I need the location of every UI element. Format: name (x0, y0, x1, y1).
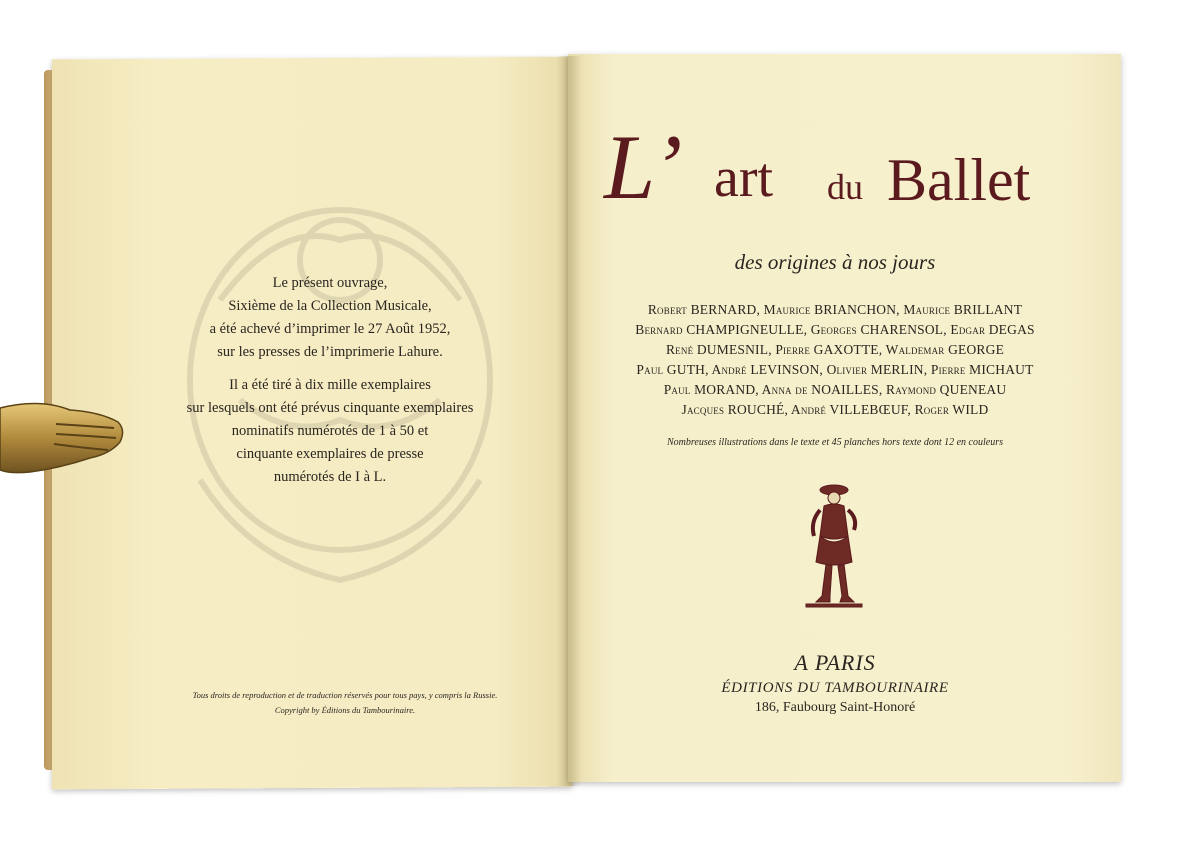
author-line: Jacques ROUCHÉ, André VILLEBŒUF, Roger WILD (681, 402, 989, 417)
colophon-line: Le présent ouvrage, (272, 275, 388, 291)
edition-line: nominatifs numérotés de 1 à 50 et (231, 423, 429, 439)
brass-clip-icon (0, 398, 126, 480)
colophon-print-note (180, 272, 480, 364)
colophon-edition-note (180, 374, 480, 489)
author-line: Bernard CHAMPIGNEULLE, Georges CHARENSOL, Edgar DEGAS (635, 322, 1035, 337)
title-art: art (714, 147, 774, 209)
dancer-figure-icon (796, 478, 872, 614)
subtitle: des origines à nos jours (734, 250, 936, 274)
title-du: du (827, 167, 863, 207)
imprint-publisher: ÉDITIONS DU TAMBOURINAIRE (721, 680, 949, 696)
copyright-line: Copyright by Éditions du Tambourinaire. (274, 705, 416, 715)
illustrations-note: Nombreuses illustrations dans le texte et 45 planches hors texte dont 12 en couleurs (667, 437, 1003, 448)
edition-line: numérotés de I à L. (273, 469, 387, 485)
colophon-line: a été achevé d’imprimer le 27 Août 1952, (209, 321, 451, 337)
book-title (604, 114, 1074, 224)
imprint-city: A PARIS (794, 650, 876, 675)
edition-line: cinquante exemplaires de presse (236, 446, 424, 462)
author-line: Paul MORAND, Anna de NOAILLES, Raymond QUENEAU (663, 382, 1007, 397)
imprint (650, 650, 1020, 718)
author-line: Robert BERNARD, Maurice BRIANCHON, Maurice BRILLANT (647, 302, 1023, 317)
author-list (600, 300, 1070, 420)
colophon (180, 272, 480, 499)
colophon-line: Sixième de la Collection Musicale, (228, 298, 432, 314)
rights-notice (150, 688, 540, 718)
imprint-address: 186, Faubourg Saint-Honoré (754, 700, 916, 715)
author-line: René DUMESNIL, Pierre GAXOTTE, Waldemar GEORGE (665, 342, 1005, 357)
edition-line: Il a été tiré à dix mille exemplaires (229, 377, 431, 393)
colophon-line: sur les presses de l’imprimerie Lahure. (217, 344, 443, 360)
title-ballet: Ballet (887, 147, 1031, 213)
book-gutter (556, 56, 582, 786)
edition-line: sur lesquels ont été prévus cinquante exemplaires (186, 400, 474, 416)
title-l: L’ (604, 116, 683, 218)
rights-line: Tous droits de reproduction et de traduction réservés pour tous pays, y compris la Russie. (192, 690, 498, 700)
author-line: Paul GUTH, André LEVINSON, Olivier MERLIN, Pierre MICHAUT (636, 362, 1034, 377)
